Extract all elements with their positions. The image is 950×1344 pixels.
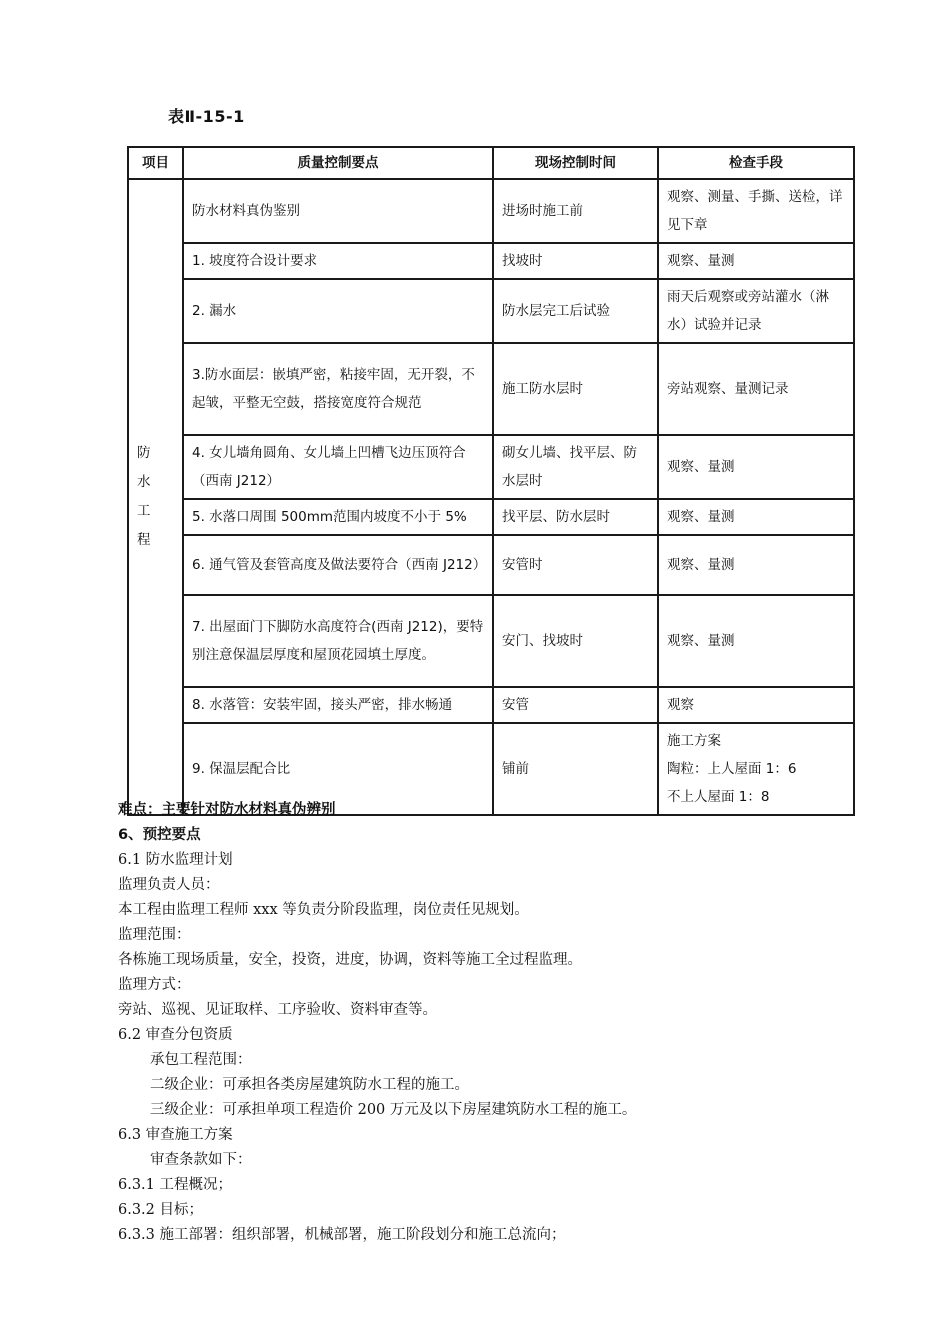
header-item: 项目 [128, 147, 183, 179]
scope-label: 监理范围： [118, 927, 191, 943]
method-cell: 施工方案 陶粒：上人屋面 1：6 不上人屋面 1：8 [658, 723, 854, 815]
group-label-cell [128, 179, 183, 815]
method-cell: 观察 [658, 687, 854, 723]
group-label-char: 工 [137, 503, 151, 519]
point-cell: 8. 水落管：安装牢固，接头严密，排水畅通 [183, 687, 493, 723]
clause-6-3-3: 6.3.3 施工部署：组织部署，机械部署，施工阶段划分和施工总流向； [118, 1227, 566, 1243]
method-label: 监理方式： [118, 977, 191, 993]
point-cell: 3.防水面层：嵌填严密，粘接牢固，无开裂，不起皱，平整无空鼓，搭接宽度符合规范 [183, 343, 493, 435]
grade-3: 三级企业：可承担单项工程造价 200 万元及以下房屋建筑防水工程的施工。 [150, 1102, 637, 1118]
clause-6-3-2: 6.3.2 目标； [118, 1202, 204, 1218]
scope-text: 各栋施工现场质量，安全，投资，进度，协调，资料等施工全过程监理。 [118, 952, 582, 968]
table-caption: 表Ⅱ-15-1 [168, 107, 245, 126]
group-label-char: 防 [137, 445, 151, 461]
point-cell: 2. 漏水 [183, 279, 493, 343]
table-row [128, 179, 854, 243]
point-cell: 4. 女儿墙角圆角、女儿墙上凹槽飞边压顶符合（西南 J212） [183, 435, 493, 499]
time-cell: 安管时 [493, 535, 658, 595]
header-control-point: 质量控制要点 [183, 147, 493, 179]
quality-control-table [127, 146, 855, 816]
point-cell: 9. 保温层配合比 [183, 723, 493, 815]
point-cell: 防水材料真伪鉴别 [183, 179, 493, 243]
time-cell: 安管 [493, 687, 658, 723]
method-cell: 观察、量测 [658, 243, 854, 279]
point-cell: 6. 通气管及套管高度及做法要符合（西南 J212） [183, 535, 493, 595]
table-row [128, 279, 854, 343]
point-cell: 5. 水落口周围 500mm范围内坡度不小于 5% [183, 499, 493, 535]
method-text: 旁站、巡视、见证取样、工序验收、资料审查等。 [118, 1002, 437, 1018]
time-cell: 防水层完工后试验 [493, 279, 658, 343]
method-cell: 观察、量测 [658, 499, 854, 535]
method-cell: 观察、量测 [658, 535, 854, 595]
time-cell: 施工防水层时 [493, 343, 658, 435]
method-cell: 观察、量测 [658, 435, 854, 499]
table-row [128, 499, 854, 535]
point-cell: 1. 坡度符合设计要求 [183, 243, 493, 279]
group-label-char: 水 [137, 474, 151, 490]
subsection-6-2: 6.2 审查分包资质 [118, 1027, 233, 1043]
grade-2: 二级企业：可承担各类房屋建筑防水工程的施工。 [150, 1077, 469, 1093]
contract-scope: 承包工程范围： [150, 1052, 252, 1068]
table-row [128, 687, 854, 723]
method-cell: 旁站观察、量测记录 [658, 343, 854, 435]
header-check-method: 检查手段 [658, 147, 854, 179]
table-row [128, 435, 854, 499]
clauses-intro: 审查条款如下： [150, 1152, 252, 1168]
difficulty-note: 难点：主要针对防水材料真伪辨别 [118, 802, 336, 818]
time-cell: 找平层、防水层时 [493, 499, 658, 535]
subsection-6-3: 6.3 审查施工方案 [118, 1127, 233, 1143]
group-label-char: 程 [137, 532, 151, 548]
method-cell: 雨天后观察或旁站灌水（淋水）试验并记录 [658, 279, 854, 343]
time-cell: 找坡时 [493, 243, 658, 279]
table-row [128, 595, 854, 687]
supervisor-label: 监理负责人员： [118, 877, 220, 893]
table-body [128, 179, 854, 815]
table-header-row [128, 147, 854, 179]
time-cell: 砌女儿墙、找平层、防水层时 [493, 435, 658, 499]
time-cell: 安门、找坡时 [493, 595, 658, 687]
body-text [118, 798, 636, 1248]
header-control-time: 现场控制时间 [493, 147, 658, 179]
method-cell: 观察、量测 [658, 595, 854, 687]
section-heading-6: 6、预控要点 [118, 827, 201, 843]
time-cell: 铺前 [493, 723, 658, 815]
table-row [128, 343, 854, 435]
subsection-6-1: 6.1 防水监理计划 [118, 852, 233, 868]
supervisor-text: 本工程由监理工程师 xxx 等负责分阶段监理，岗位责任见规划。 [118, 902, 529, 918]
point-cell: 7. 出屋面门下脚防水高度符合(西南 J212)，要特别注意保温层厚度和屋顶花园填土厚度。 [183, 595, 493, 687]
method-cell: 观察、测量、手撕、送检，详见下章 [658, 179, 854, 243]
time-cell: 进场时施工前 [493, 179, 658, 243]
clause-6-3-1: 6.3.1 工程概况； [118, 1177, 233, 1193]
table-row [128, 535, 854, 595]
table-row [128, 243, 854, 279]
group-label [137, 439, 174, 555]
